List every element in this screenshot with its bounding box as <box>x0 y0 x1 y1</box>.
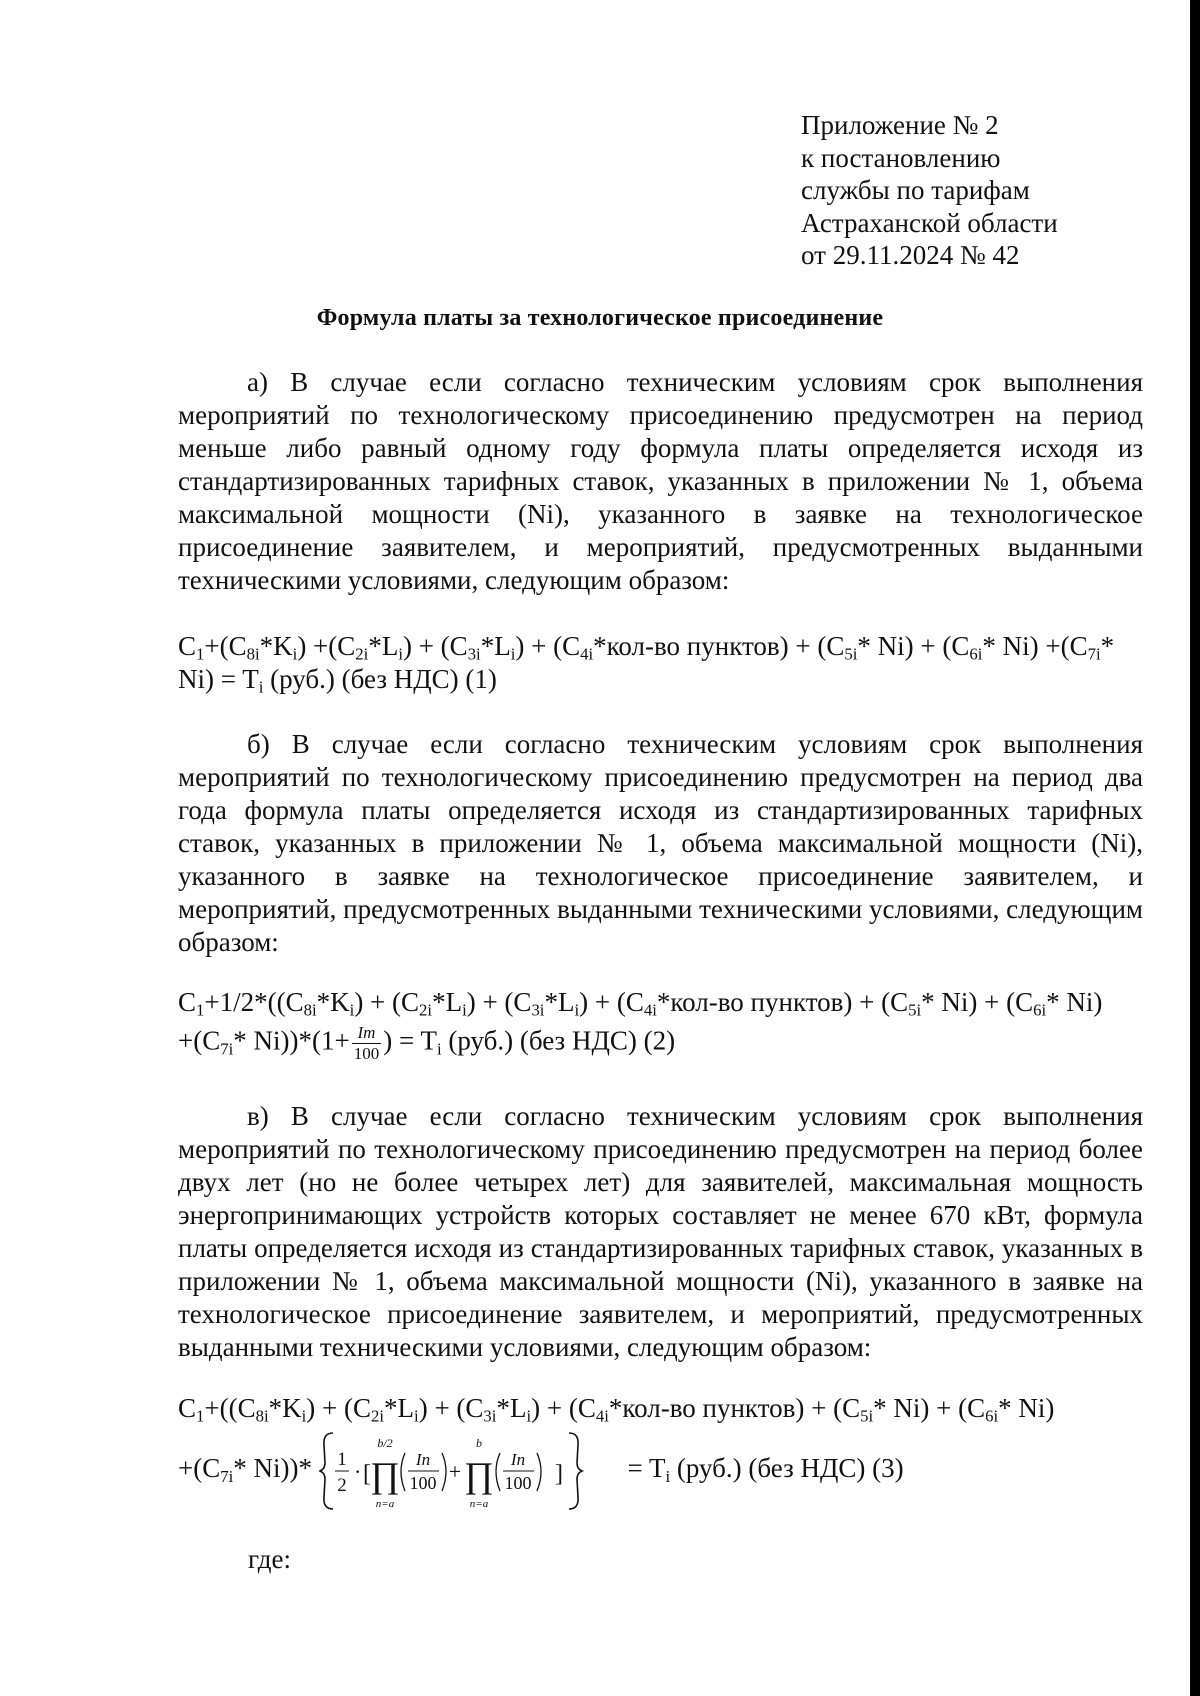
product-expression <box>319 1429 621 1513</box>
appendix-header <box>801 109 1058 272</box>
prod1-upper: b/2 <box>377 1436 393 1450</box>
page-right-edge <box>1190 0 1200 1696</box>
half-num: 1 <box>337 1449 347 1470</box>
im-over-100-fraction: $\frac{Im}{100}$ <box>353 1023 380 1063</box>
document-title: Формула платы за технологическое присоединение <box>316 305 884 331</box>
formula-1-line-2: $Ni) = T_i$ (руб.) (без НДС) (1) <box>178 664 497 697</box>
formula-3 <box>178 1392 1143 1513</box>
header-line: Приложение № 2 <box>801 110 999 140</box>
formula-1-line-1: $C_1+(C_{8i}*K_i) +(C_{2i}*L_i) + (C_{3i}*L_i) + (C_{4i}*кол-во$ пунктов) + ($C_{5i}*$ $Ni) + (C_{6i}*$ $Ni) +(C_{7i}*$ <box>178 631 1115 664</box>
frac2-num: In <box>510 1450 525 1469</box>
where-label: где: <box>248 1544 291 1574</box>
formula-2-line-2: $+(C_{7i}*$ Ni))*(1+ $\frac{Im}{100}$ ) = $T_i$ (руб.) (без НДС) (2) <box>178 1023 676 1063</box>
paragraph-a: а) В случае если согласно техническим условиям срок выполнения мероприятий по технологическому присоединению предусмотрен на период меньше либо равный одному году формула платы определяется исходя из стандартизированных тарифных ставок, указанных в приложении № 1, объема максимальной мощности (Ni), указанного в заявке на технологическое присоединение заявителем, и мероприятий, предусмотренных выданными техническими условиями, следующим образом: <box>178 367 1143 595</box>
prod1-lower: n=a <box>375 1498 394 1510</box>
svg-text:+: + <box>448 1459 461 1484</box>
paragraph-c: в) В случае если согласно техническим условиям срок выполнения мероприятий по технологическому присоединению предусмотрен на период более двух лет (но не более четырех лет) для заявителей, максимальная мощность энергопринимающих устройств которых составляет не менее 670 кВт, формула платы определяется исходя из стандартизированных тарифных ставок, указанных в приложении № 1, объема максимальной мощности (Ni), указанного в заявке на технологическое присоединение заявителем, и мероприятий, предусмотренных выданными техническими условиями, следующим образом: <box>178 1101 1143 1362</box>
formula-2-line-1: $C_1+1/2*((C_{8i}*K_i) + (C_{2i}*L_i) + (C_{3i}*L_i) + (C_{4i}*кол-во$ пунктов) + ($C_{5i}*$ $Ni) + (C_{6i}*$ Ni) <box>178 987 1103 1020</box>
formula-3-line-1: $C_1+((C_{8i}*K_i) + (C_{2i}*L_i) + (C_{3i}*L_i) + (C_{4i}*кол-во$ пунктов) + ($C_{5i}*$ $Ni) + (C_{6i}*$ Ni) <box>178 1393 1055 1426</box>
paragraph-b: б) В случае если согласно техническим условиям срок выполнения мероприятий по технологическому присоединению предусмотрен на период два года формула платы определяется исходя из стандартизированных тарифных ставок, указанных в приложении № 1, объема максимальной мощности (Ni), указанного в заявке на технологическое присоединение заявителем, и мероприятий, предусмотренных выданными техническими условиями, следующим образом: <box>178 729 1143 957</box>
formula-1 <box>178 630 1143 696</box>
prod2-upper: b <box>475 1436 482 1450</box>
svg-text:·: · <box>353 1459 362 1484</box>
prod2-lower: n=a <box>469 1498 488 1510</box>
frac1-num: In <box>415 1450 430 1469</box>
frac2-den: 100 <box>504 1473 532 1493</box>
header-line: службы по тарифам <box>801 175 1030 205</box>
header-line: к постановлению <box>801 142 1001 173</box>
svg-text:[: [ <box>362 1461 371 1487</box>
svg-text:]: ] <box>554 1461 563 1487</box>
formula-2 <box>178 986 1143 1064</box>
header-line: Астраханской области <box>801 207 1058 238</box>
frac1-den: 100 <box>409 1473 437 1493</box>
svg-text:∏: ∏ <box>369 1455 400 1495</box>
formula-3-line-2: $+(C_{7i}*$ Ni))* 1 2 · [ b/2 ∏ n=a In 100 + b ∏ n=a In 100 ] = $T_i$ (руб.) (без НДС) (3) <box>178 1429 1143 1513</box>
half-den: 2 <box>337 1475 347 1496</box>
svg-text:∏: ∏ <box>463 1455 494 1495</box>
header-line: от 29.11.2024 № 42 <box>801 240 1020 270</box>
